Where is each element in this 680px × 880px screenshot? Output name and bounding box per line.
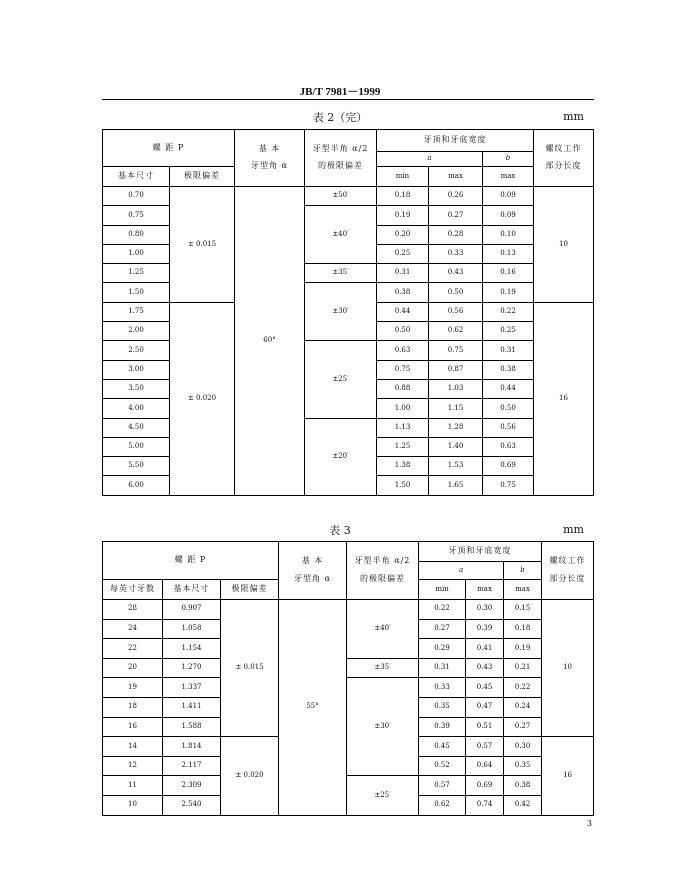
a-min-cell: 0.38 bbox=[377, 283, 429, 302]
a-max-cell: 0.64 bbox=[466, 756, 504, 776]
half-tol-cell: ±35′ bbox=[305, 264, 377, 283]
a-max-cell: 0.28 bbox=[429, 225, 483, 244]
b-max-cell: 0.63 bbox=[483, 437, 534, 456]
tpi-cell: 12 bbox=[103, 756, 163, 776]
half-tol-cell: ±50′ bbox=[305, 187, 377, 206]
a-max-cell: 0.47 bbox=[466, 697, 504, 717]
half-angle-header: 牙型半角 α/2 的极限偏差 bbox=[305, 130, 377, 187]
a-max-cell: 0.43 bbox=[429, 264, 483, 283]
tpi-cell: 10 bbox=[103, 795, 163, 815]
table-row bbox=[103, 776, 594, 796]
pitch-cell: 0.907 bbox=[163, 600, 221, 620]
a-max-header: max bbox=[466, 580, 504, 600]
width-header: 牙顶和牙底宽度 bbox=[419, 542, 542, 562]
b-max-cell: 0.42 bbox=[504, 795, 542, 815]
b-max-cell: 0.09 bbox=[483, 206, 534, 225]
limit-dev-header: 极限偏差 bbox=[221, 580, 279, 600]
tpi-cell: 14 bbox=[103, 737, 163, 757]
b-max-cell: 0.38 bbox=[504, 776, 542, 796]
length-cell: 10 bbox=[534, 187, 594, 303]
pitch-cell: 2.00 bbox=[103, 322, 170, 341]
b-max-cell: 0.22 bbox=[483, 302, 534, 321]
pitch-cell: 0.70 bbox=[103, 187, 170, 206]
pitch-cell: 1.814 bbox=[163, 737, 221, 757]
b-max-cell: 0.25 bbox=[483, 322, 534, 341]
half-tol-cell: ±40′ bbox=[305, 206, 377, 264]
a-min-cell: 0.88 bbox=[377, 379, 429, 398]
a-min-cell: 0.50 bbox=[377, 322, 429, 341]
a-min-cell: 0.57 bbox=[419, 776, 466, 796]
a-min-cell: 0.22 bbox=[419, 600, 466, 620]
tpi-cell: 20 bbox=[103, 658, 163, 678]
a-min-cell: 0.63 bbox=[377, 341, 429, 360]
a-max-cell: 0.27 bbox=[429, 206, 483, 225]
work-length-header: 螺纹工作 部分长度 bbox=[534, 130, 594, 187]
half-tol-cell: ±35′ bbox=[347, 658, 419, 678]
pitch-cell: 1.50 bbox=[103, 283, 170, 302]
a-max-cell: 0.33 bbox=[429, 244, 483, 263]
base-angle-header: 基 本 牙型角 α bbox=[235, 130, 305, 187]
a-max-cell: 0.43 bbox=[466, 658, 504, 678]
a-min-cell: 0.33 bbox=[419, 678, 466, 698]
pitch-cell: 2.117 bbox=[163, 756, 221, 776]
b-max-cell: 0.15 bbox=[504, 600, 542, 620]
b-max-cell: 0.19 bbox=[483, 283, 534, 302]
b-max-header: max bbox=[504, 580, 542, 600]
b-max-cell: 0.18 bbox=[504, 619, 542, 639]
b-max-cell: 0.56 bbox=[483, 418, 534, 437]
a-min-cell: 0.52 bbox=[419, 756, 466, 776]
length-cell: 10 bbox=[542, 600, 594, 737]
half-tol-cell: ±25′ bbox=[347, 776, 419, 815]
half-tol-cell: ±25′ bbox=[305, 341, 377, 418]
half-tol-cell: ±30′ bbox=[305, 283, 377, 341]
header-rule bbox=[102, 99, 594, 100]
a-max-cell: 0.69 bbox=[466, 776, 504, 796]
a-min-cell: 0.19 bbox=[377, 206, 429, 225]
pitch-cell: 5.50 bbox=[103, 457, 170, 476]
a-max-cell: 0.56 bbox=[429, 302, 483, 321]
pitch-header: 螺 距 P bbox=[103, 130, 235, 167]
table-row bbox=[103, 678, 594, 698]
pitch-cell: 4.50 bbox=[103, 418, 170, 437]
table2 bbox=[102, 129, 594, 496]
a-max-cell: 0.41 bbox=[466, 639, 504, 659]
tpi-header: 每英寸牙数 bbox=[103, 580, 163, 600]
b-max-cell: 0.44 bbox=[483, 379, 534, 398]
tolerance-cell: ± 0.015 bbox=[170, 187, 235, 303]
a-max-cell: 0.62 bbox=[429, 322, 483, 341]
half-tol-cell: ±40′ bbox=[347, 600, 419, 659]
pitch-cell: 2.309 bbox=[163, 776, 221, 796]
half-tol-cell: ±20′ bbox=[305, 418, 377, 495]
table-row bbox=[103, 187, 594, 206]
base-angle-header: 基 本 牙型角 α bbox=[279, 542, 347, 600]
pitch-cell: 0.80 bbox=[103, 225, 170, 244]
a-min-cell: 0.27 bbox=[419, 619, 466, 639]
table-row bbox=[103, 658, 594, 678]
basic-size-header: 基本尺寸 bbox=[103, 167, 170, 187]
pitch-cell: 1.058 bbox=[163, 619, 221, 639]
b-max-cell: 0.16 bbox=[483, 264, 534, 283]
pitch-cell: 1.411 bbox=[163, 697, 221, 717]
pitch-cell: 2.50 bbox=[103, 341, 170, 360]
a-max-cell: 1.03 bbox=[429, 379, 483, 398]
table3 bbox=[102, 541, 594, 816]
b-max-cell: 0.19 bbox=[504, 639, 542, 659]
a-min-cell: 0.35 bbox=[419, 697, 466, 717]
table3-caption: 表 3 bbox=[329, 524, 351, 537]
tpi-cell: 28 bbox=[103, 600, 163, 620]
a-min-cell: 1.25 bbox=[377, 437, 429, 456]
a-min-cell: 1.00 bbox=[377, 399, 429, 418]
length-cell: 16 bbox=[542, 737, 594, 815]
basic-size-header: 基本尺寸 bbox=[163, 580, 221, 600]
tpi-cell: 24 bbox=[103, 619, 163, 639]
a-max-cell: 0.57 bbox=[466, 737, 504, 757]
pitch-cell: 1.25 bbox=[103, 264, 170, 283]
a-max-header: max bbox=[429, 167, 483, 187]
b-max-cell: 0.50 bbox=[483, 399, 534, 418]
tpi-cell: 18 bbox=[103, 697, 163, 717]
a-min-cell: 0.62 bbox=[419, 795, 466, 815]
a-max-cell: 0.50 bbox=[429, 283, 483, 302]
b-header: b bbox=[483, 152, 534, 167]
a-max-cell: 0.26 bbox=[429, 187, 483, 206]
work-length-header: 螺纹工作 部分长度 bbox=[542, 542, 594, 600]
pitch-cell: 1.337 bbox=[163, 678, 221, 698]
table2-unit: mm bbox=[563, 110, 584, 123]
angle-cell: 60° bbox=[235, 187, 305, 496]
tpi-cell: 16 bbox=[103, 717, 163, 737]
a-min-cell: 0.31 bbox=[419, 658, 466, 678]
table2-caption: 表 2（完） bbox=[312, 111, 368, 124]
a-min-header: min bbox=[377, 167, 429, 187]
pitch-cell: 2.540 bbox=[163, 795, 221, 815]
tolerance-cell: ± 0.015 bbox=[221, 600, 279, 737]
pitch-cell: 1.00 bbox=[103, 244, 170, 263]
b-max-header: max bbox=[483, 167, 534, 187]
a-min-cell: 0.44 bbox=[377, 302, 429, 321]
a-max-cell: 1.40 bbox=[429, 437, 483, 456]
pitch-cell: 0.75 bbox=[103, 206, 170, 225]
a-max-cell: 1.53 bbox=[429, 457, 483, 476]
a-max-cell: 0.51 bbox=[466, 717, 504, 737]
pitch-cell: 3.00 bbox=[103, 360, 170, 379]
width-header: 牙顶和牙底宽度 bbox=[377, 130, 534, 152]
tolerance-cell: ± 0.020 bbox=[221, 737, 279, 815]
a-min-cell: 0.39 bbox=[419, 717, 466, 737]
a-min-cell: 1.13 bbox=[377, 418, 429, 437]
b-max-cell: 0.13 bbox=[483, 244, 534, 263]
standard-number: JB/T 7981－1999 bbox=[299, 86, 381, 98]
b-max-cell: 0.35 bbox=[504, 756, 542, 776]
a-min-cell: 0.18 bbox=[377, 187, 429, 206]
b-max-cell: 0.31 bbox=[483, 341, 534, 360]
half-angle-header: 牙型半角 α/2 的极限偏差 bbox=[347, 542, 419, 600]
pitch-header: 螺 距 P bbox=[103, 542, 279, 580]
b-max-cell: 0.24 bbox=[504, 697, 542, 717]
pitch-cell: 1.588 bbox=[163, 717, 221, 737]
tpi-cell: 19 bbox=[103, 678, 163, 698]
a-min-header: min bbox=[419, 580, 466, 600]
a-max-cell: 0.74 bbox=[466, 795, 504, 815]
pitch-cell: 3.50 bbox=[103, 379, 170, 398]
a-min-cell: 0.45 bbox=[419, 737, 466, 757]
pitch-cell: 5.00 bbox=[103, 437, 170, 456]
half-tol-cell: ±30′ bbox=[347, 678, 419, 776]
table3-unit: mm bbox=[563, 523, 584, 536]
a-min-cell: 0.31 bbox=[377, 264, 429, 283]
a-max-cell: 0.87 bbox=[429, 360, 483, 379]
b-max-cell: 0.30 bbox=[504, 737, 542, 757]
b-header: b bbox=[504, 562, 542, 580]
a-max-cell: 0.30 bbox=[466, 600, 504, 620]
a-max-cell: 1.65 bbox=[429, 476, 483, 495]
tpi-cell: 11 bbox=[103, 776, 163, 796]
a-min-cell: 0.75 bbox=[377, 360, 429, 379]
a-min-cell: 1.50 bbox=[377, 476, 429, 495]
pitch-cell: 6.00 bbox=[103, 476, 170, 495]
length-cell: 16 bbox=[534, 302, 594, 495]
a-min-cell: 0.20 bbox=[377, 225, 429, 244]
tpi-cell: 22 bbox=[103, 639, 163, 659]
pitch-cell: 1.270 bbox=[163, 658, 221, 678]
a-min-cell: 0.25 bbox=[377, 244, 429, 263]
limit-dev-header: 极限偏差 bbox=[170, 167, 235, 187]
b-max-cell: 0.27 bbox=[504, 717, 542, 737]
b-max-cell: 0.21 bbox=[504, 658, 542, 678]
tolerance-cell: ± 0.020 bbox=[170, 302, 235, 495]
a-min-cell: 0.29 bbox=[419, 639, 466, 659]
page-number: 3 bbox=[586, 819, 592, 828]
table-row bbox=[103, 600, 594, 620]
a-max-cell: 1.15 bbox=[429, 399, 483, 418]
b-max-cell: 0.10 bbox=[483, 225, 534, 244]
pitch-cell: 4.00 bbox=[103, 399, 170, 418]
b-max-cell: 0.09 bbox=[483, 187, 534, 206]
angle-cell: 55° bbox=[279, 600, 347, 816]
b-max-cell: 0.75 bbox=[483, 476, 534, 495]
b-max-cell: 0.38 bbox=[483, 360, 534, 379]
pitch-cell: 1.154 bbox=[163, 639, 221, 659]
a-max-cell: 1.28 bbox=[429, 418, 483, 437]
a-min-cell: 1.38 bbox=[377, 457, 429, 476]
a-max-cell: 0.45 bbox=[466, 678, 504, 698]
pitch-cell: 1.75 bbox=[103, 302, 170, 321]
a-header: a bbox=[419, 562, 504, 580]
b-max-cell: 0.69 bbox=[483, 457, 534, 476]
b-max-cell: 0.22 bbox=[504, 678, 542, 698]
a-max-cell: 0.39 bbox=[466, 619, 504, 639]
a-max-cell: 0.75 bbox=[429, 341, 483, 360]
a-header: a bbox=[377, 152, 483, 167]
